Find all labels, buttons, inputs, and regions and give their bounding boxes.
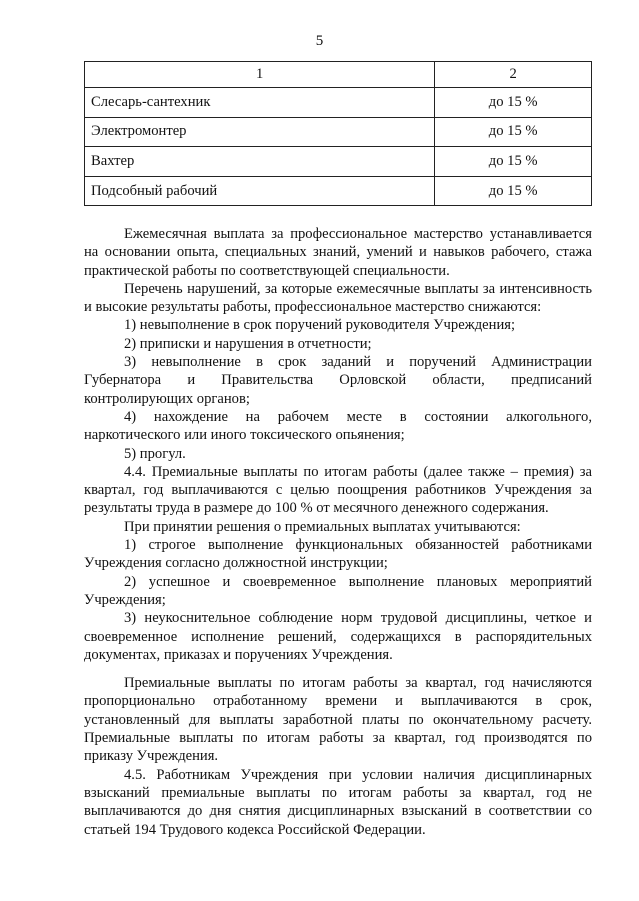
rate-cell: до 15 % — [435, 88, 592, 118]
position-cell: Электромонтер — [85, 117, 435, 147]
paragraph-section-4-4: 4.4. Премиальные выплаты по итогам работы (далее также – премия) за квартал, год выплачиваются с целью поощрения работников Учреждения за результаты труда в размере до 100 % от месячного денежного содержания. — [84, 463, 592, 517]
list-item: 3) невыполнение в срок заданий и поручений Администрации Губернатора и Правительства Орловской области, предписаний контролирующих органов; — [84, 354, 592, 407]
table-header-row — [85, 62, 592, 88]
list-item: 2) приписки и нарушения в отчетности; — [124, 335, 372, 352]
table-header-cell: 2 — [435, 62, 592, 88]
paragraph-violations-intro: Перечень нарушений, за которые ежемесячные выплаты за интенсивность и высокие результаты работы, профессиональное мастерство снижаются: — [84, 280, 592, 316]
paragraph-section-4-5: 4.5. Работникам Учреждения при условии наличия дисциплинарных взысканий премиальные выплаты по итогам работы за квартал, год не выплачиваются до дня снятия дисциплинарных взысканий в соответствии со статьей 194 Трудового кодекса Российской Федерации. — [84, 766, 592, 838]
table-row — [85, 176, 592, 206]
paragraph-bonus-criteria-intro: При принятии решения о премиальных выплатах учитываются: — [124, 518, 521, 535]
position-cell: Вахтер — [85, 147, 435, 177]
list-item: 1) невыполнение в срок поручений руководителя Учреждения; — [124, 317, 516, 334]
table-row — [85, 147, 592, 177]
table-header-cell: 1 — [85, 62, 435, 88]
list-item: 1) строгое выполнение функциональных обязанностей работниками Учреждения согласно должностной инструкции; — [84, 537, 592, 572]
pay-rate-table — [84, 61, 592, 206]
position-cell: Слесарь-сантехник — [85, 88, 435, 118]
list-item: 5) прогул. — [124, 445, 186, 462]
table-row — [85, 88, 592, 118]
rate-cell: до 15 % — [435, 117, 592, 147]
list-item: 3) неукоснительное соблюдение норм трудовой дисциплины, четкое и своевременное исполнение решений, содержащихся в распорядительных документах, приказах и поручениях Учреждения. — [84, 610, 592, 663]
rate-cell: до 15 % — [435, 176, 592, 206]
paragraph-professional-skill: Ежемесячная выплата за профессиональное мастерство устанавливается на основании опыта, специальных знаний, умений и навыков рабочего, стажа практической работы по соответствующей специальности. — [84, 226, 592, 279]
table-row — [85, 117, 592, 147]
rate-cell: до 15 % — [435, 147, 592, 177]
body-text — [84, 225, 592, 839]
paragraph-bonus-accrual: Премиальные выплаты по итогам работы за квартал, год начисляются пропорционально отработанному времени и выплачиваются в срок, установленный для выплаты заработной платы по окончательному расчету. Премиальные выплаты по итогам работы за квартал, год производятся по приказу Учреждения. — [84, 675, 592, 765]
position-cell: Подсобный рабочий — [85, 176, 435, 206]
page-number: 5 — [315, 33, 324, 49]
list-item: 2) успешное и своевременное выполнение плановых мероприятий Учреждения; — [84, 573, 592, 608]
list-item: 4) нахождение на рабочем месте в состоянии алкогольного, наркотического или иного токсического опьянения; — [84, 408, 592, 444]
